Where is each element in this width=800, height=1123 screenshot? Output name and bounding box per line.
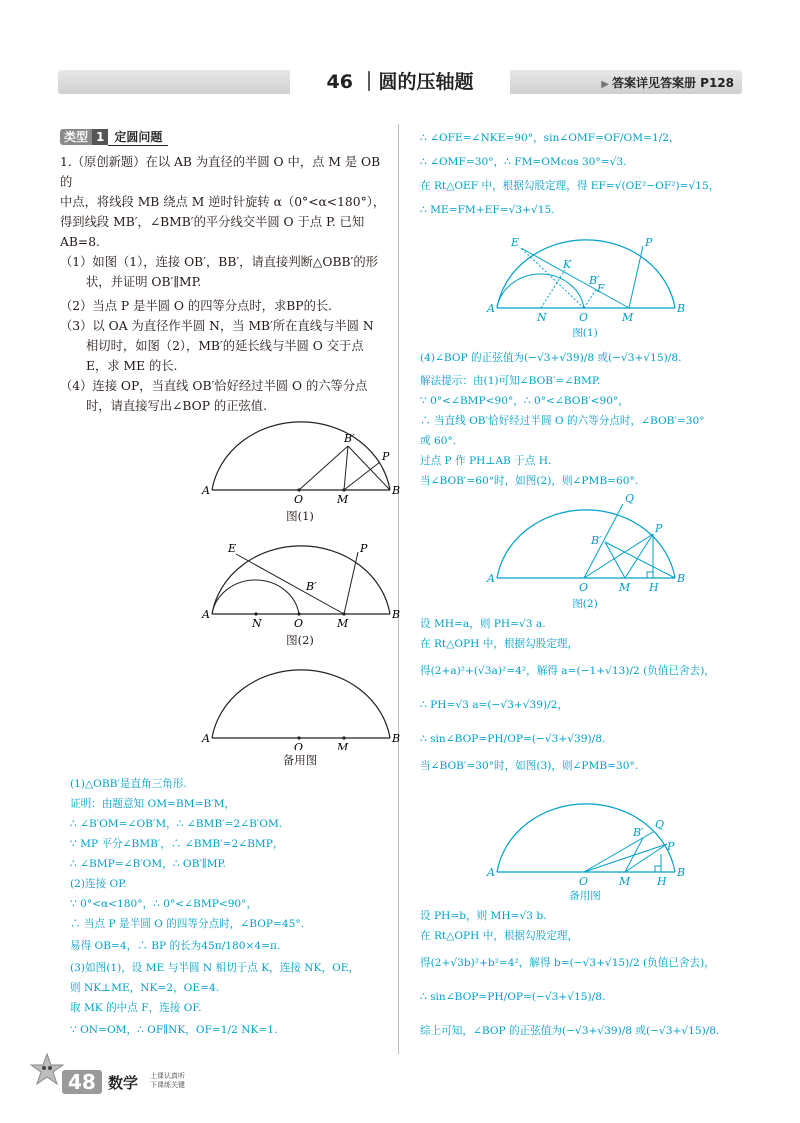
label-P: P (382, 450, 390, 463)
answer-line: (2)连接 OP. (70, 878, 127, 890)
triangle-icon: ▶ (601, 79, 609, 90)
label-M: M (337, 617, 349, 628)
label-P: P (655, 522, 663, 535)
label-B: B (677, 866, 685, 879)
answer-line: 解法提示：由(1)可知∠BOB′=∠BMP. (420, 375, 601, 387)
page-title: 46 ｜圆的压轴题 (290, 68, 510, 96)
label-H: H (649, 581, 659, 592)
answer-line: 得(2+√3b)²+b²=4²，解得 b=(−√3+√15)/2 (负值已舍去)， (420, 957, 715, 969)
label-P: P (645, 236, 653, 249)
answer-line: 或 60°. (420, 435, 457, 447)
answer-line: ∴ 当点 P 是半圆 O 的四等分点时，∠BOP=45°. (70, 918, 305, 930)
label-Bprime: B′ (591, 534, 602, 547)
figure-1-caption: 图(1) (286, 509, 314, 523)
label-A: A (487, 302, 495, 315)
section-type-label: 类型 (60, 129, 92, 145)
problem-line: 1.（原创新题）在以 AB 为直径的半圆 O 中，点 M 是 OB 的 (60, 155, 381, 189)
label-M: M (619, 581, 631, 592)
label-A: A (487, 572, 495, 585)
label-B: B (392, 484, 400, 497)
figure-backup (200, 650, 400, 750)
question-3-cont: E，求 ME 的长. (86, 359, 178, 373)
answer-figure-2-caption: 图(2) (572, 598, 598, 610)
answer-line: 在 Rt△OEF 中，根据勾股定理，得 EF=√(OE²−OF²)=√15， (420, 180, 720, 192)
answer-line: ∴ 当直线 OB′恰好经过半圆 O 的六等分点时，∠BOB′=30° (420, 415, 705, 427)
label-Q: Q (655, 818, 665, 831)
question-2: （2）当点 P 是半圆 O 的四等分点时，求BP的长. (60, 299, 333, 313)
problem-statement (60, 152, 392, 416)
answer-line: ∵ ON=OM，∴ OF∥NK，OF=1/2 NK=1. (70, 1024, 278, 1036)
label-E: E (228, 542, 237, 555)
label-P: P (360, 542, 368, 555)
answer-line: 易得 OB=4，∴ BP 的长为45π/180×4=π. (70, 940, 281, 952)
mascot-icon (30, 1052, 64, 1092)
answer-line: ∴ ∠B′OM=∠OB′M，∴ ∠BMB′=2∠B′OM. (70, 818, 283, 830)
answer-right-bottom (420, 906, 750, 1048)
figure-1 (200, 410, 400, 510)
label-N: N (252, 617, 262, 628)
label-B: B (677, 302, 685, 315)
answer-right-middle (420, 345, 750, 491)
label-E: E (511, 236, 520, 249)
subject-label: 数学 (108, 1074, 139, 1092)
answer-line: ∵ MP 平分∠BMB′，∴ ∠BMB′=2∠BMP， (70, 838, 284, 850)
label-A: A (202, 484, 210, 497)
answer-line: (4)∠BOP 的正弦值为(−√3+√39)/8 或(−√3+√15)/8. (420, 352, 682, 364)
answer-line: 在 Rt△OPH 中，根据勾股定理， (420, 638, 579, 650)
section-tag (60, 129, 168, 145)
question-4: （4）连接 OP，当直线 OB′恰好经过半圆 O 的六等分点 (60, 379, 368, 393)
label-M: M (622, 311, 634, 322)
answer-figure-2 (485, 492, 685, 592)
answer-reference (601, 74, 734, 91)
label-Bprime: B′ (589, 274, 600, 287)
answer-line: 当∠BOB′=30°时，如图(3)，则∠PMB=30°. (420, 760, 639, 772)
answer-line: 得(2+a)²+(√3a)²=4²，解得 a=(−1+√13)/2 (负值已舍去)， (420, 665, 715, 677)
answer-line: ∴ sin∠BOP=PH/OP=(−√3+√15)/8. (420, 991, 606, 1003)
problem-line: 得到线段 MB′，∠BMB′的平分线交半圆 O 于点 P. 已知 (60, 215, 365, 229)
answer-line: ∵ 0°<α<180°，∴ 0°<∠BMP<90°， (70, 898, 258, 910)
label-H: H (657, 875, 667, 888)
question-1: （1）如图（1），连接 OB′，BB′，请直接判断△OBB′的形 (60, 255, 378, 269)
answer-line: 综上可知，∠BOP 的正弦值为(−√3+√39)/8 或(−√3+√15)/8. (420, 1025, 720, 1037)
answer-line: ∴ ∠OFE=∠NKE=90°，sin∠OMF=OF/OM=1/2， (420, 132, 680, 144)
answer-figure-3-caption: 备用图 (569, 890, 601, 902)
answer-figure-1 (485, 222, 685, 322)
label-Q: Q (625, 492, 635, 505)
answer-line: 证明：由题意知 OM=BM=B′M， (70, 798, 236, 810)
question-4-cont: 时，请直接写出∠BOP 的正弦值. (86, 399, 268, 413)
label-B: B (392, 732, 400, 745)
label-P: P (667, 840, 675, 853)
answer-line: ∴ PH=√3 a=(−√3+√39)/2， (420, 699, 569, 711)
slogan (150, 1072, 185, 1090)
answer-line: 设 MH=a，则 PH=√3 a. (420, 618, 546, 630)
question-3: （3）以 OA 为直径作半圆 N，当 MB′所在直线与半圆 N (60, 319, 374, 333)
label-Bprime: B′ (344, 432, 355, 445)
answer-figure-3 (485, 792, 685, 892)
figure-2-caption: 图(2) (286, 633, 314, 647)
answer-left (70, 774, 400, 1042)
label-Bprime: B′ (633, 826, 644, 839)
section-name: 定圆问题 (108, 129, 168, 146)
question-1-cont: 状，并证明 OB′∥MP. (86, 275, 202, 289)
label-O: O (294, 493, 304, 506)
label-B: B (392, 608, 400, 621)
answer-line: 则 NK⊥ME，NK=2，OE=4. (70, 982, 220, 994)
label-O: O (579, 581, 589, 592)
answer-line: ∴ ∠OMF=30°，∴ FM=OMcos 30°=√3. (420, 156, 627, 168)
label-K: K (563, 258, 572, 271)
answer-line: ∴ sin∠BOP=PH/OP=(−√3+√39)/8. (420, 733, 606, 745)
label-O: O (579, 311, 589, 322)
answer-line: 设 PH=b，则 MH=√3 b. (420, 910, 547, 922)
figure-2 (200, 528, 400, 628)
page-number: 48 (62, 1070, 102, 1094)
label-B: B (677, 572, 685, 585)
answer-line: 当∠BOB′=60°时，如图(2)，则∠PMB=60°. (420, 475, 639, 487)
label-F: F (597, 282, 605, 295)
figure-backup-caption: 备用图 (282, 753, 318, 767)
question-3-cont: 相切时，如图（2），MB′的延长线与半圆 O 交于点 (86, 339, 364, 353)
answer-line: ∵ 0°<∠BMP<90°，∴ 0°<∠BOB′<90°， (420, 395, 629, 407)
section-number: 1 (92, 129, 108, 145)
slogan-line: 下课练关键 (150, 1081, 185, 1089)
label-O: O (294, 617, 304, 628)
label-O: O (294, 741, 304, 750)
label-M: M (619, 875, 631, 888)
answer-line: ∴ ∠BMP=∠B′OM，∴ OB′∥MP. (70, 858, 226, 870)
answer-line: (1)△OBB′是直角三角形. (70, 778, 187, 790)
answer-right-lower (420, 614, 750, 776)
answer-right-top (420, 126, 750, 222)
label-M: M (337, 741, 349, 750)
answer-reference-text: 答案详见答案册 P128 (611, 76, 734, 90)
answer-line: ∴ ME=FM+EF=√3+√15. (420, 204, 555, 216)
problem-line: 中点，将线段 MB 绕点 M 逆时针旋转 α（0°<α<180°）， (60, 195, 386, 209)
problem-line: AB=8. (60, 235, 100, 249)
answer-line: 过点 P 作 PH⊥AB 于点 H. (420, 455, 552, 467)
answer-line: 在 Rt△OPH 中，根据勾股定理， (420, 930, 579, 942)
answer-figure-1-caption: 图(1) (572, 327, 598, 339)
label-A: A (202, 608, 210, 621)
answer-line: (3)如图(1)，设 ME 与半圆 N 相切于点 K，连接 NK，OE， (70, 962, 360, 974)
label-Bprime: B′ (306, 580, 317, 593)
answer-line: 取 MK 的中点 F，连接 OF. (70, 1002, 202, 1014)
label-M: M (337, 493, 349, 506)
label-O: O (579, 875, 589, 888)
slogan-line: 上课认真听 (150, 1072, 185, 1080)
label-A: A (202, 732, 210, 745)
label-N: N (537, 311, 547, 322)
label-A: A (487, 866, 495, 879)
